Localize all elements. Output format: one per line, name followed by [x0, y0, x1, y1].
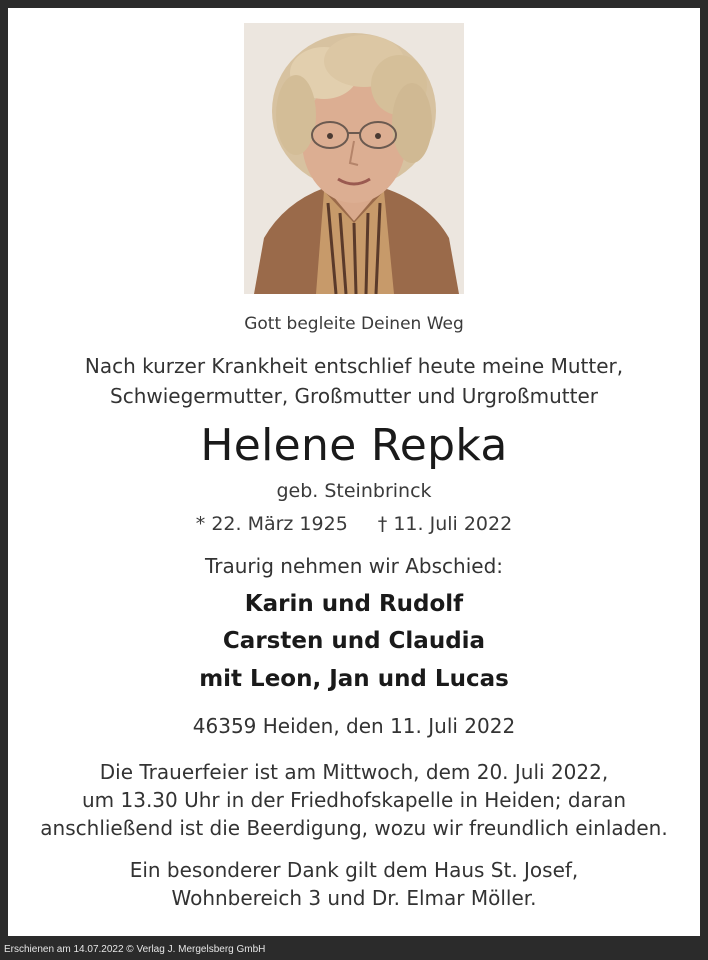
obituary-notice: [8, 8, 700, 936]
mourner-line-1: Karin und Rudolf: [244, 591, 464, 617]
motto: Gott begleite Deinen Weg: [244, 314, 464, 334]
portrait-image: [244, 23, 464, 294]
place-date: 46359 Heiden, den 11. Juli 2022: [192, 714, 516, 738]
funeral-line-2: um 13.30 Uhr in der Friedhofskapelle in Heiden; daran: [81, 788, 627, 812]
death-date: † 11. Juli 2022: [377, 513, 513, 535]
birth-date: * 22. März 1925: [195, 513, 348, 535]
funeral-line-3: anschließend ist die Beerdigung, wozu wir freundlich einladen.: [40, 816, 668, 840]
thanks-line-2: Wohnbereich 3 und Dr. Elmar Möller.: [171, 886, 537, 910]
mourners-intro: Traurig nehmen wir Abschied:: [205, 554, 503, 578]
mourner-line-3: mit Leon, Jan und Lucas: [199, 666, 509, 692]
intro-line-1: Nach kurzer Krankheit entschlief heute meine Mutter,: [84, 354, 624, 378]
thanks-line-1: Ein besonderer Dank gilt dem Haus St. Josef,: [129, 858, 579, 882]
life-dates: [8, 513, 700, 535]
intro-line-2: Schwiegermutter, Großmutter und Urgroßmutter: [110, 384, 598, 408]
mourner-line-2: Carsten und Claudia: [222, 628, 486, 654]
deceased-name: Helene Repka: [200, 420, 508, 471]
funeral-line-1: Die Trauerfeier ist am Mittwoch, dem 20. Juli 2022,: [99, 760, 609, 784]
maiden-name: geb. Steinbrinck: [276, 480, 432, 502]
publication-footer: Erschienen am 14.07.2022 © Verlag J. Mergelsberg GmbH: [4, 944, 266, 955]
portrait-photo: [244, 23, 464, 294]
